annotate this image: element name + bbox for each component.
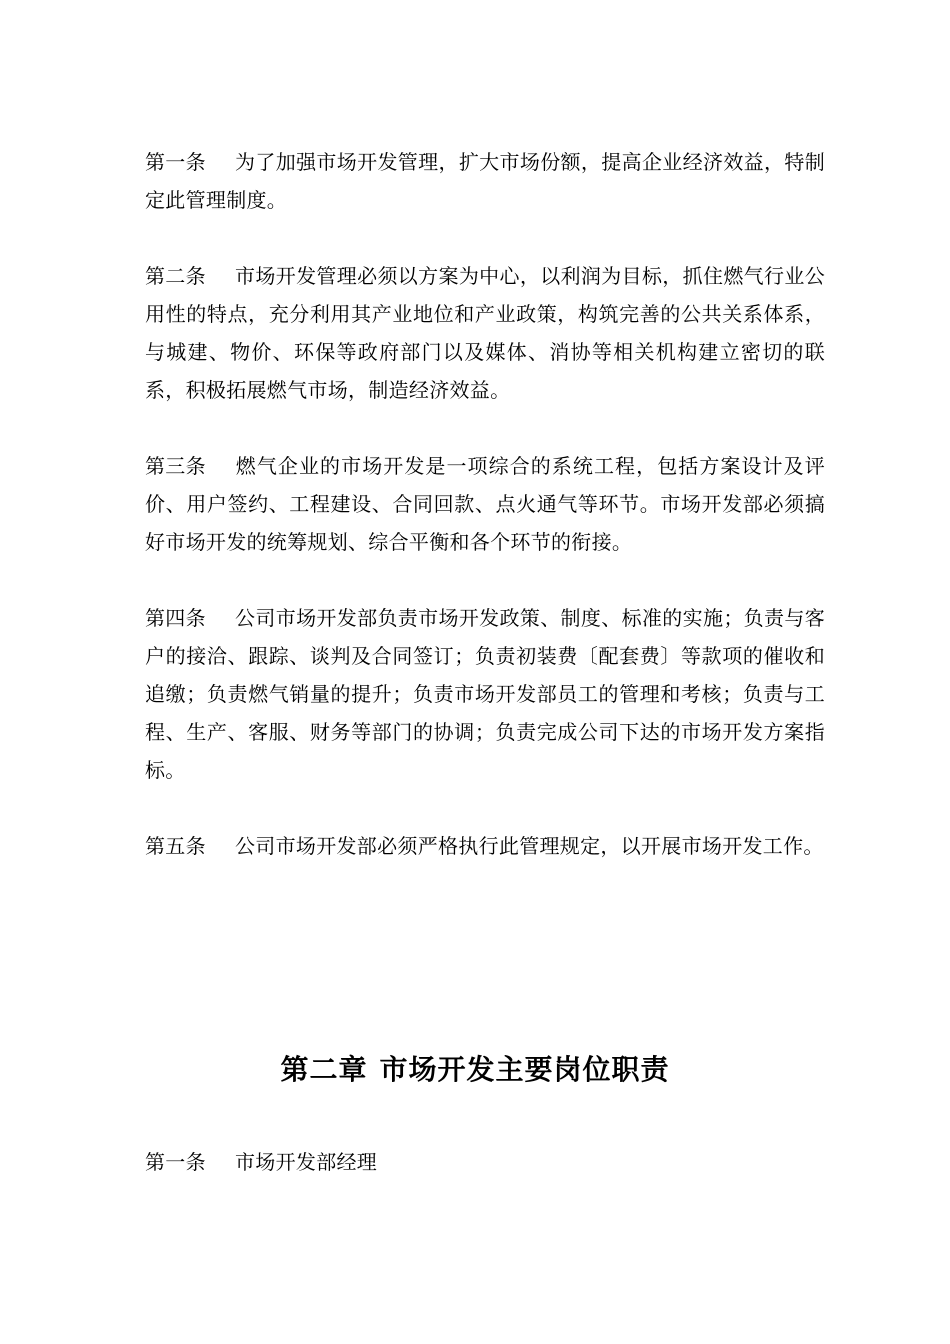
article-3 — [145, 447, 825, 561]
article-text: 公司市场开发部负责市场开发政策、制度、标准的实施；负责与客户的接洽、跟踪、谈判及合同签订；负责初装费〔配套费〕等款项的催收和追缴；负责燃气销量的提升；负责市场开发部员工的管理和考核；负责与工程、生产、客服、财务等部门的协调；负责完成公司下达的市场开发方案指标。 — [145, 606, 825, 782]
article-1 — [145, 143, 825, 219]
article-4 — [145, 599, 825, 789]
article-number: 第四条 — [145, 606, 206, 630]
article-text: 燃气企业的市场开发是一项综合的系统工程，包括方案设计及评价、用户签约、工程建设、合同回款、点火通气等环节。市场开发部必须搞好市场开发的统筹规划、综合平衡和各个环节的衔接。 — [145, 454, 825, 554]
article-text: 市场开发管理必须以方案为中心，以利润为目标，抓住燃气行业公用性的特点，充分利用其产业地位和产业政策，构筑完善的公共关系体系，与城建、物价、环保等政府部门以及媒体、消协等相关机构建立密切的联系，积极拓展燃气市场，制造经济效益。 — [145, 264, 825, 402]
chapter-title-text: 市场开发主要岗位职责 — [379, 1053, 670, 1086]
article-number: 第五条 — [145, 834, 206, 858]
article-2 — [145, 257, 825, 409]
article-number: 第一条 — [145, 150, 206, 174]
chapter-heading — [0, 1048, 950, 1092]
chapter-number: 第二章 — [280, 1053, 368, 1086]
article-text: 公司市场开发部必须严格执行此管理规定，以开展市场开发工作。 — [235, 834, 824, 858]
article-number: 第一条 — [145, 1150, 206, 1174]
article-list — [145, 143, 825, 903]
article-text: 为了加强市场开发管理，扩大市场份额，提高企业经济效益，特制定此管理制度。 — [145, 150, 825, 212]
article-number: 第三条 — [145, 454, 206, 478]
article-text: 市场开发部经理 — [235, 1150, 378, 1174]
article-5 — [145, 827, 825, 865]
article-number: 第二条 — [145, 264, 206, 288]
chapter-article-1 — [145, 1143, 377, 1181]
